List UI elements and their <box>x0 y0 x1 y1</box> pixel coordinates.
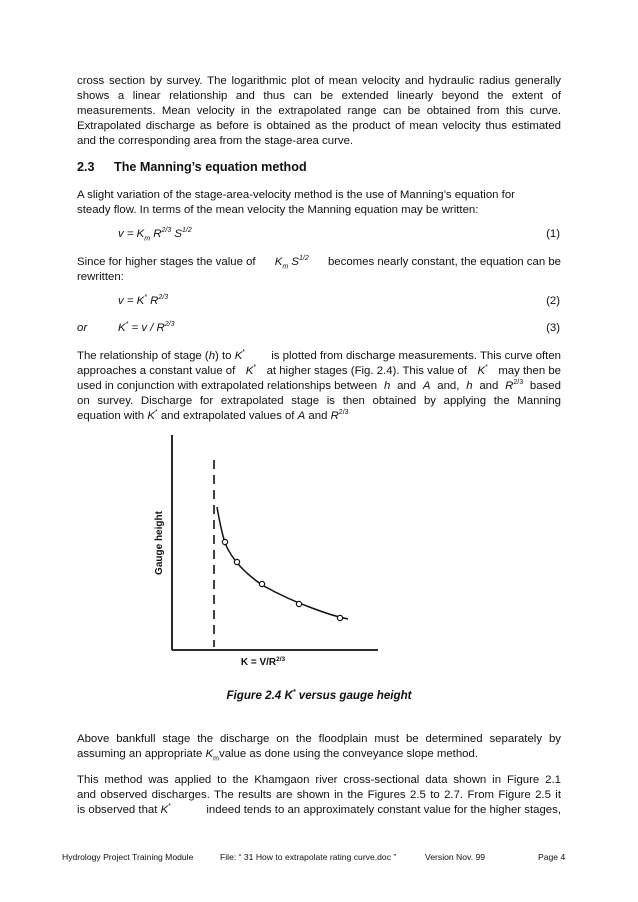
x-axis-label <box>241 656 286 668</box>
math-var: h <box>383 380 391 392</box>
equation-number: (2) <box>546 295 560 307</box>
text-line: steady flow. In terms of the mean velocity the Manning equation may be written: <box>77 204 479 216</box>
section-title: The Manning’s equation method <box>114 160 307 174</box>
data-point <box>259 581 264 586</box>
text-span: indeed tends to an approximately constant value for the higher stages, <box>206 804 561 816</box>
eq-exponent: * <box>485 364 488 372</box>
eq-subscript: m <box>213 755 219 763</box>
text-line <box>77 364 561 379</box>
eq-term: K <box>118 322 126 334</box>
text-line <box>77 409 561 424</box>
math-var: K <box>234 350 243 362</box>
text-span: equation with <box>77 410 145 422</box>
text-span: becomes nearly constant, the equation can be <box>327 256 561 268</box>
text-span: ) to <box>215 350 232 362</box>
eq-subscript: m <box>144 235 151 243</box>
text-line: on survey. Discharge for extrapolated stage is then obtained by applying the Manning <box>77 395 561 407</box>
paragraph-rewrite <box>77 255 561 285</box>
data-point <box>337 615 342 620</box>
text-span: used in conjunction with extrapolated relationships between <box>77 380 378 392</box>
text-line: shows a linear relationship and thus can be extended linearly beyond the extent of <box>77 90 561 102</box>
caption-star: * <box>292 689 296 697</box>
math-var: K <box>205 748 214 760</box>
eq-term: = v / R <box>128 322 165 334</box>
text-span: and <box>397 380 417 392</box>
data-point <box>234 559 239 564</box>
math-var: R <box>505 380 514 392</box>
eq-exponent: 2/3 <box>161 227 172 235</box>
text-span: Since for higher stages the value of <box>77 256 256 268</box>
text-span: at higher stages (Fig. 2.4). This value of <box>266 365 468 377</box>
eq-term: R <box>147 295 159 307</box>
eq-exponent: 1/2 <box>182 227 192 235</box>
eq-subscript: m <box>282 263 289 271</box>
eq-exponent: * <box>253 364 257 372</box>
text-line <box>77 803 561 818</box>
eq-exponent: * <box>168 803 171 811</box>
equation-number: (3) <box>546 322 560 334</box>
figure-k-vs-gauge-height <box>140 425 380 675</box>
text-span: is plotted from discharge measurements. This curve often <box>271 350 561 362</box>
eq-exponent: * <box>125 321 129 329</box>
equation-2 <box>118 295 168 307</box>
paragraph-application <box>77 773 561 818</box>
math-var: K <box>147 410 155 422</box>
text-line: A slight variation of the stage-area-velocity method is the use of Manning’s equation for <box>77 189 515 201</box>
math-var: K <box>477 365 486 377</box>
text-line: Above bankfull stage the discharge on the floodplain must be determined separately by <box>77 733 561 745</box>
text-line: rewritten: <box>77 271 124 283</box>
data-point <box>222 539 227 544</box>
eq-term: v = K <box>118 228 145 240</box>
data-point <box>296 601 301 606</box>
text-line: Extrapolated discharge as before is obtained as the product of mean velocity thus estimated <box>77 120 561 132</box>
eq-exponent: * <box>242 349 246 357</box>
math-var: A <box>297 410 306 422</box>
text-line <box>77 379 561 394</box>
x-label-exponent: 2/3 <box>276 656 286 663</box>
text-span: and, <box>437 380 460 392</box>
x-label-text: K = V/R <box>240 657 277 668</box>
text-line <box>77 747 561 762</box>
math-var: R <box>330 410 339 422</box>
text-line: and observed discharges. The results are shown in the Figures 2.5 to 2.7. From Figure 2.5 it <box>77 789 561 801</box>
math-var: A <box>422 380 431 392</box>
eq-exponent: * <box>144 294 148 302</box>
text-span: and <box>479 380 499 392</box>
math-var: K <box>160 804 169 816</box>
text-line <box>77 349 561 364</box>
paragraph-intro <box>77 74 561 149</box>
equation-3 <box>118 322 174 334</box>
eq-term: S <box>171 228 183 240</box>
y-axis-label: Gauge height <box>154 511 165 575</box>
inline-formula <box>275 255 309 270</box>
text-line: and the corresponding area from the stage-area curve. <box>77 135 354 147</box>
text-line: cross section by survey. The logarithmic plot of mean velocity and hydraulic radius generally <box>77 75 561 87</box>
text-span: and <box>308 410 328 422</box>
footer-file: File: “ 31 How to extrapolate rating curve.doc ” <box>220 852 397 862</box>
eq-exponent: 2/3 <box>158 294 169 302</box>
eq-term: S <box>291 256 300 268</box>
text-span: is observed that <box>77 804 158 816</box>
section-number: 2.3 <box>77 160 95 174</box>
eq-term: R <box>150 228 162 240</box>
text-span: approaches a constant value of <box>77 365 236 377</box>
footer-version: Version Nov. 99 <box>425 852 486 862</box>
text-span: may then be <box>498 365 561 377</box>
text-span: The relationship of stage ( <box>77 350 209 362</box>
paragraph-manning <box>77 188 561 218</box>
paragraph-bankfull <box>77 732 561 762</box>
eq-exponent: 2/3 <box>164 321 175 329</box>
equation-3-or: or <box>77 322 88 334</box>
text-line: This method was applied to the Khamgaon river cross-sectional data shown in Figure 2.1 <box>77 774 561 786</box>
equation-number: (1) <box>546 228 560 240</box>
math-var: h <box>208 350 216 362</box>
caption-text: versus gauge height <box>295 689 412 702</box>
eq-term: v = K <box>118 295 145 307</box>
text-span: assuming an appropriate <box>77 748 203 760</box>
paragraph-relationship <box>77 349 561 424</box>
math-var: h <box>466 380 473 392</box>
eq-term: K <box>274 256 283 268</box>
eq-exponent: 2/3 <box>338 409 349 417</box>
eq-exponent: 2/3 <box>513 379 524 387</box>
figure-caption <box>0 689 638 702</box>
text-line <box>77 255 561 270</box>
eq-exponent: 1/2 <box>299 255 309 263</box>
equation-1 <box>118 227 192 243</box>
eq-exponent: * <box>154 409 158 417</box>
caption-text: Figure 2.4 K <box>226 689 293 702</box>
footer-page-number: Page 4 <box>538 852 566 862</box>
text-span: and extrapolated values of <box>160 410 295 422</box>
text-span: based <box>529 380 561 392</box>
math-var: K <box>245 365 254 377</box>
section-heading <box>77 160 307 174</box>
text-span: value as done using the conveyance slope method. <box>219 748 478 760</box>
text-line: measurements. Mean velocity in the extrapolated range can be obtained from this curve. <box>77 105 561 117</box>
footer-module: Hydrology Project Training Module <box>62 852 194 862</box>
